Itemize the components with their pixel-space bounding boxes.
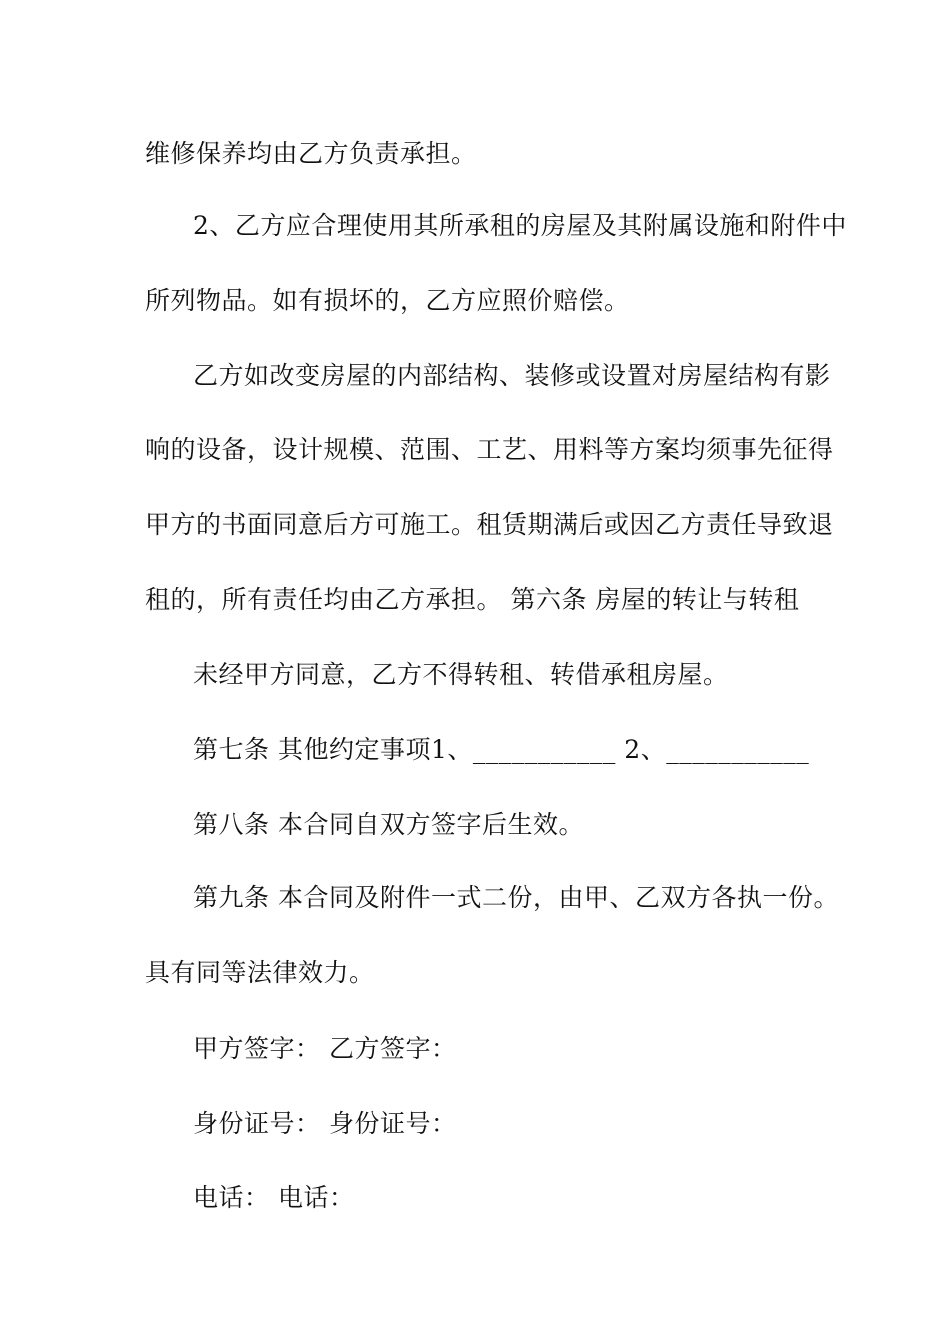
paragraph-line: 具有同等法律效力。 (145, 958, 375, 987)
paragraph-line: 第九条 本合同及附件一式二份，由甲、乙双方各执一份。 (193, 883, 839, 912)
paragraph-line: 维修保养均由乙方负责承担。 (145, 139, 477, 168)
paragraph-line: 租的，所有责任均由乙方承担。 第六条 房屋的转让与转租 (145, 585, 800, 614)
phone-line: 电话： 电话： (193, 1183, 355, 1212)
id-number-line: 身份证号： 身份证号： (193, 1109, 457, 1138)
paragraph-line: 所列物品。如有损坏的，乙方应照价赔偿。 (145, 286, 630, 315)
paragraph-line: 甲方的书面同意后方可施工。租赁期满后或因乙方责任导致退 (145, 510, 834, 539)
paragraph-line: 2、乙方应合理使用其所承租的房屋及其附属设施和附件中 (193, 211, 847, 240)
paragraph-line: 第八条 本合同自双方签字后生效。 (193, 810, 584, 839)
paragraph-line: 乙方如改变房屋的内部结构、装修或设置对房屋结构有影 (193, 361, 831, 390)
paragraph-line: 未经甲方同意，乙方不得转租、转借承租房屋。 (193, 660, 729, 689)
signature-line: 甲方签字： 乙方签字： (193, 1034, 457, 1063)
paragraph-line: 第七条 其他约定事项1、___________ 2、___________ (193, 735, 810, 764)
paragraph-line: 响的设备，设计规模、范围、工艺、用料等方案均须事先征得 (145, 435, 834, 464)
